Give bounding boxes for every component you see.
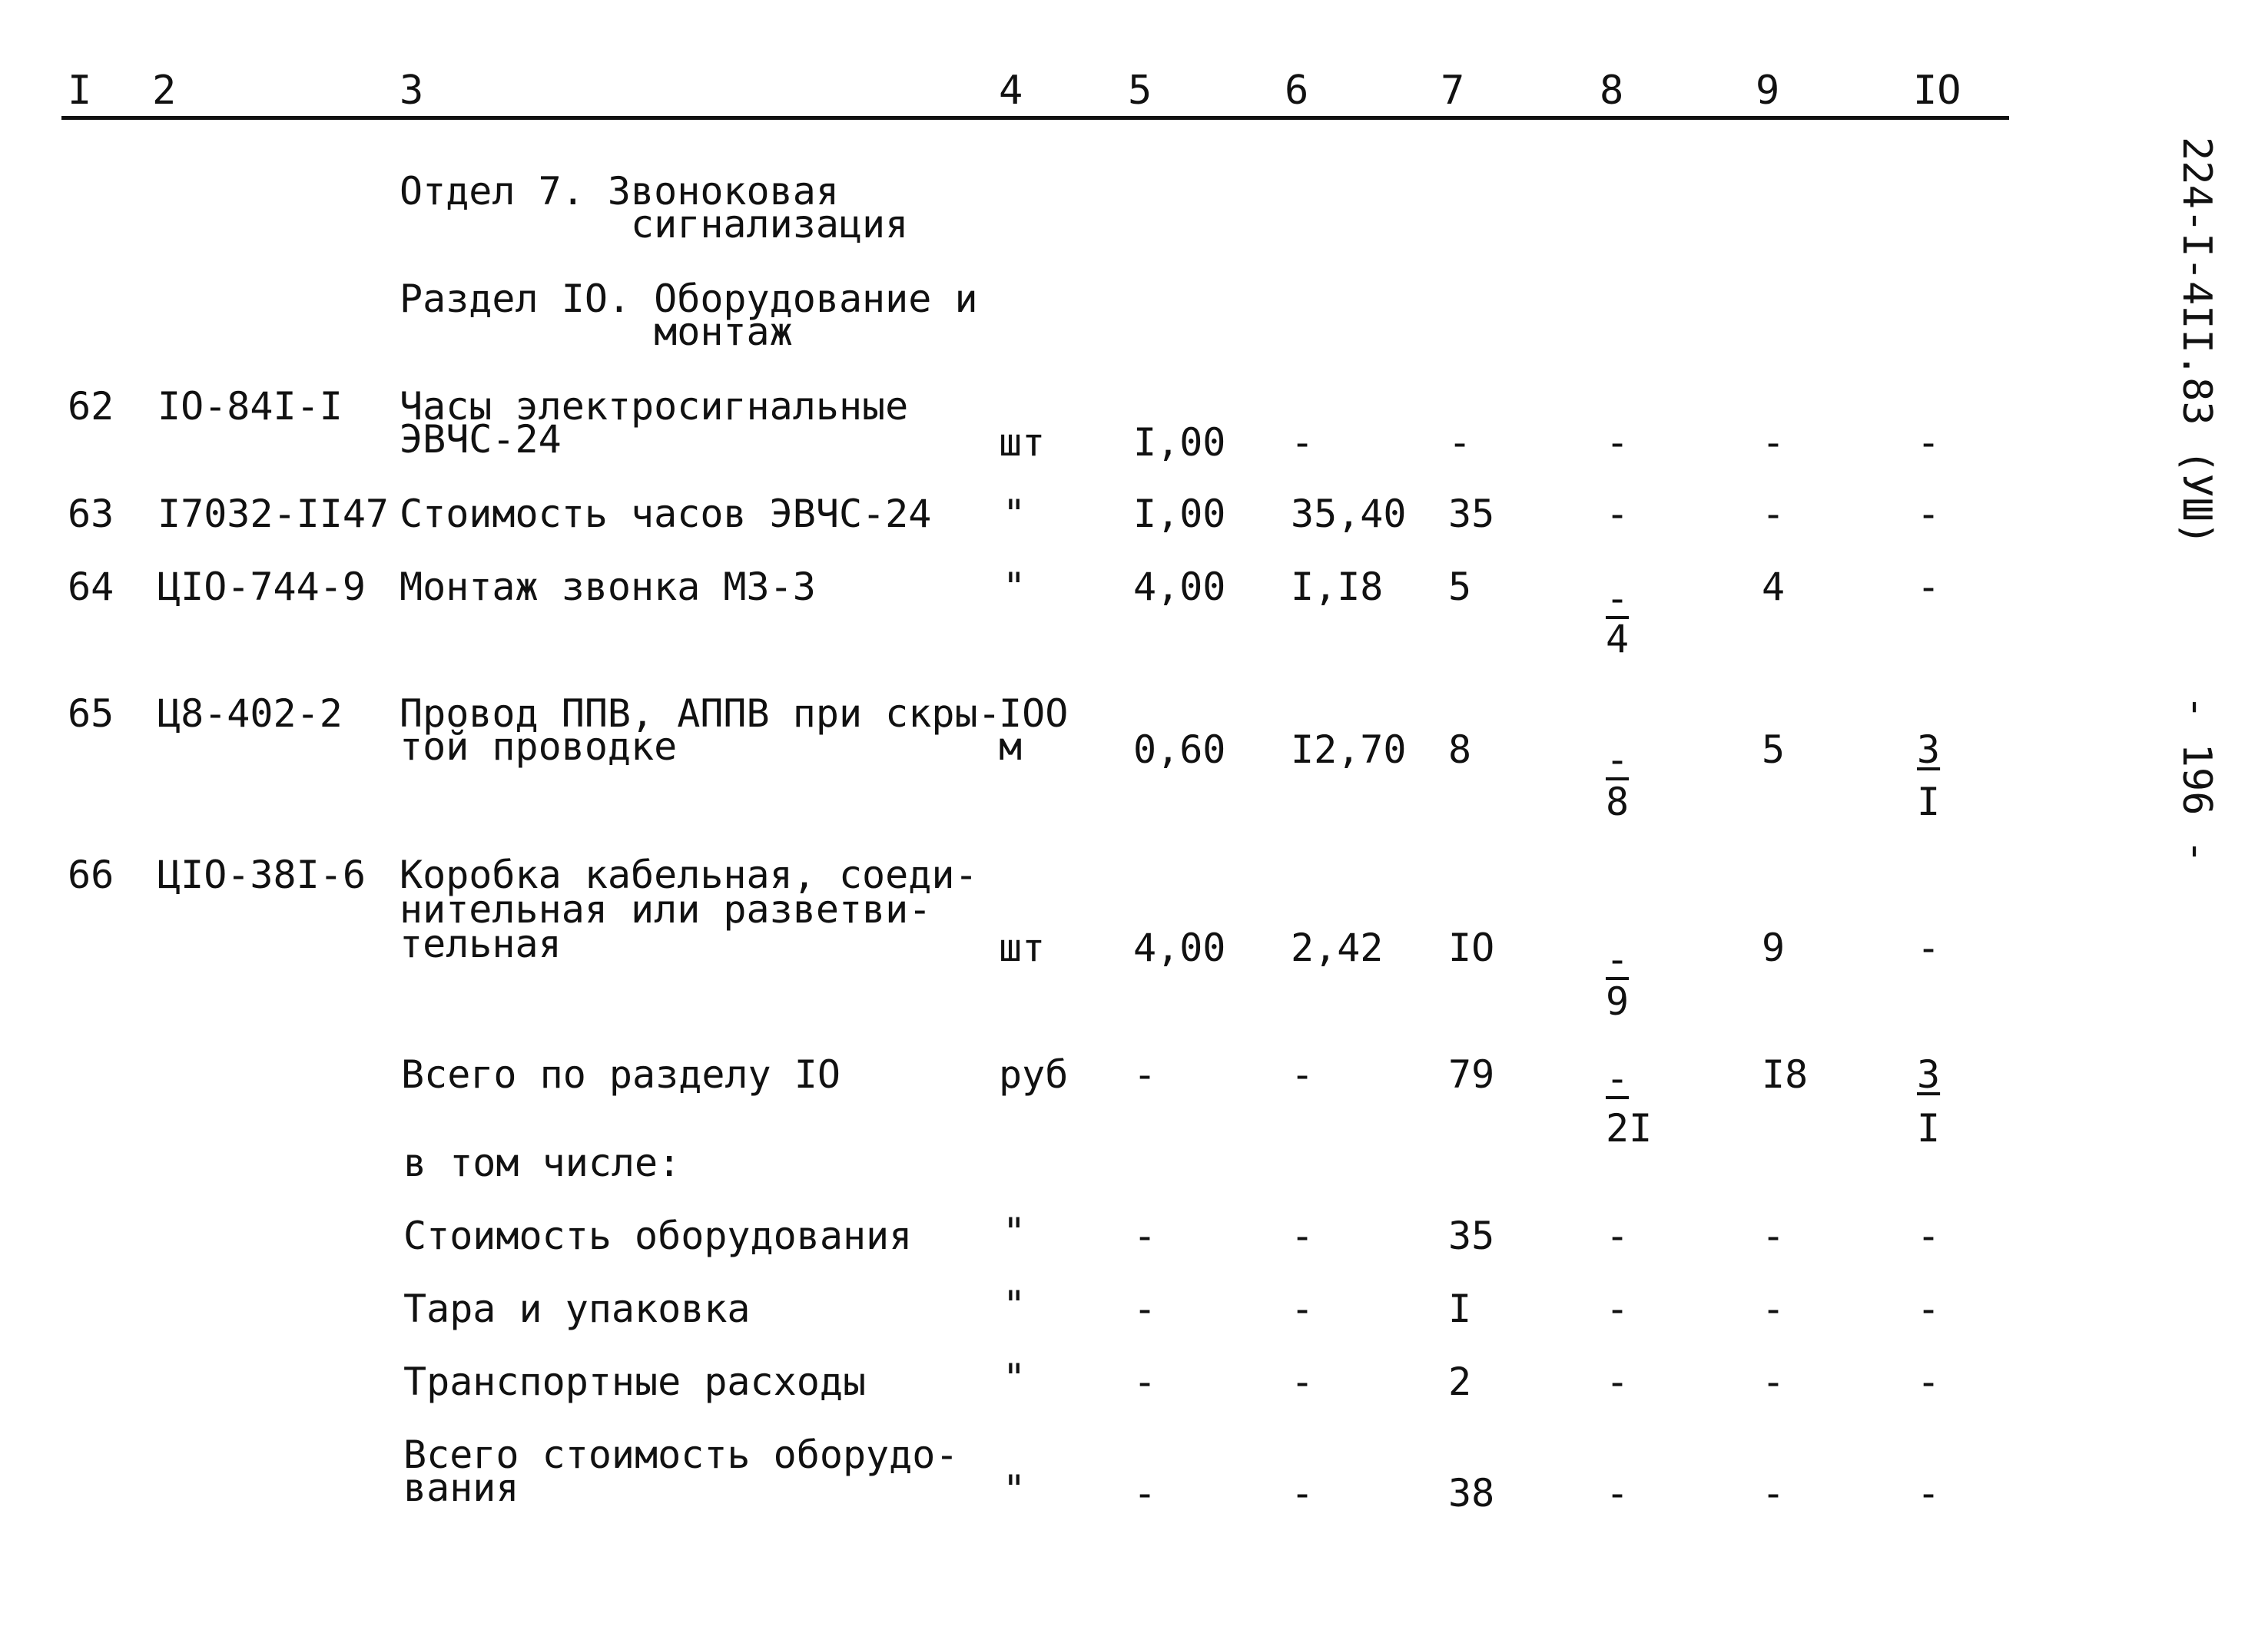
col-header-7: 7 — [1441, 68, 1465, 114]
unit-price: 35,40 — [1291, 492, 1407, 536]
col8-value: - — [1606, 1471, 1630, 1515]
total-cost: - — [1448, 420, 1472, 465]
total-cost: 38 — [1448, 1471, 1495, 1515]
item-name-line-1: Провод ППВ, АППВ при скры- — [400, 691, 1001, 736]
col9-value: 9 — [1762, 926, 1786, 970]
col9-value: - — [1762, 1360, 1786, 1404]
col-header-3: 3 — [400, 68, 424, 114]
razdel-heading-line-2: монтаж — [400, 310, 793, 354]
col9-value: - — [1762, 1287, 1786, 1331]
col9-value: - — [1762, 492, 1786, 536]
item-name-line-1: Монтаж звонка МЗ-3 — [400, 565, 816, 609]
unit: шт — [999, 926, 1046, 970]
unit-price: - — [1291, 420, 1315, 465]
rate-code: ЦIO-38I-6 — [158, 853, 366, 897]
breakdown-label: Тара и упаковка — [403, 1287, 751, 1331]
unit-price: 2,42 — [1291, 926, 1384, 970]
col10-value: - — [1917, 926, 1941, 970]
unit: " — [1003, 1210, 1026, 1254]
col8-value: - — [1606, 492, 1630, 536]
quantity: - — [1133, 1214, 1157, 1258]
quantity: - — [1133, 1471, 1157, 1515]
unit-price: I2,70 — [1291, 727, 1407, 772]
including-label: в том числе: — [403, 1141, 681, 1185]
col8-denominator: 2I — [1606, 1106, 1653, 1151]
col-header-10: IO — [1913, 68, 1961, 114]
total-cost: 8 — [1448, 727, 1472, 772]
unit: руб — [999, 1052, 1069, 1097]
col-header-1: I — [68, 68, 92, 114]
unit: " — [1003, 492, 1026, 536]
unit: шт — [999, 420, 1046, 465]
total-cost: I — [1448, 1287, 1472, 1331]
unit: " — [1003, 1356, 1026, 1400]
col8-numerator: - — [1606, 937, 1630, 982]
quantity: 0,60 — [1133, 727, 1226, 772]
col10-numerator: 3 — [1917, 727, 1941, 772]
col8-value: - — [1606, 1360, 1630, 1404]
col-header-9: 9 — [1756, 68, 1780, 114]
row-number: 63 — [68, 492, 114, 536]
total-cost: 5 — [1448, 565, 1472, 609]
row-number: 66 — [68, 853, 114, 897]
unit: " — [1003, 565, 1026, 609]
rate-code: IO-84I-I — [158, 384, 343, 429]
row-number: 65 — [68, 691, 114, 736]
col9-value: I8 — [1762, 1052, 1809, 1097]
item-name-line-1: Часы электросигнальные — [400, 384, 909, 429]
quantity: - — [1133, 1360, 1157, 1404]
row-number: 62 — [68, 384, 114, 429]
total-cost: 79 — [1448, 1052, 1495, 1097]
unit-price: - — [1291, 1214, 1315, 1258]
col8-numerator: - — [1606, 1056, 1630, 1101]
col8-value: - — [1606, 1287, 1630, 1331]
col8-value: - — [1606, 1214, 1630, 1258]
rate-code: ЦIO-744-9 — [158, 565, 366, 609]
col8-denominator: 8 — [1606, 780, 1630, 824]
document-code: 224-I-4II.83 (УШ) — [2174, 137, 2220, 546]
unit-line-2: м — [999, 724, 1023, 769]
unit-price: I,I8 — [1291, 565, 1384, 609]
breakdown-label-line-2: вания — [403, 1466, 519, 1510]
quantity: 4,00 — [1133, 926, 1226, 970]
col8-denominator: 9 — [1606, 979, 1630, 1024]
col9-value: - — [1762, 1214, 1786, 1258]
col10-value: - — [1917, 1214, 1941, 1258]
col-header-2: 2 — [152, 68, 177, 114]
item-name-line-3: тельная — [400, 922, 562, 966]
quantity: I,00 — [1133, 492, 1226, 536]
col9-value: - — [1762, 420, 1786, 465]
total-cost: 35 — [1448, 492, 1495, 536]
total-cost: 2 — [1448, 1360, 1472, 1404]
col9-value: - — [1762, 1471, 1786, 1515]
item-name-line-1: Коробка кабельная, соеди- — [400, 853, 978, 897]
col8-denominator: 4 — [1606, 617, 1630, 661]
rate-code: Ц8-402-2 — [158, 691, 343, 736]
col10-numerator: 3 — [1917, 1052, 1941, 1097]
col9-value: 4 — [1762, 565, 1786, 609]
col8-value: - — [1606, 420, 1630, 465]
item-name-line-2: ЭВЧС-24 — [400, 417, 562, 462]
col10-value: - — [1917, 1360, 1941, 1404]
col10-value: - — [1917, 1471, 1941, 1515]
quantity: I,00 — [1133, 420, 1226, 465]
col10-denominator: I — [1917, 780, 1941, 824]
col10-value: - — [1917, 492, 1941, 536]
unit-price: - — [1291, 1360, 1315, 1404]
col10-denominator: I — [1917, 1106, 1941, 1151]
col8-numerator: - — [1606, 576, 1630, 621]
unit: " — [1003, 1283, 1026, 1327]
col10-value: - — [1917, 1287, 1941, 1331]
page-number: - 196 - — [2174, 695, 2220, 864]
total-cost: IO — [1448, 926, 1495, 970]
quantity: - — [1133, 1287, 1157, 1331]
unit-price: - — [1291, 1052, 1315, 1097]
unit: " — [1003, 1467, 1026, 1512]
razdel-heading-line-1: Раздел IO. Оборудование и — [400, 277, 978, 321]
total-cost: 35 — [1448, 1214, 1495, 1258]
breakdown-label-line-1: Всего стоимость оборудо- — [403, 1433, 959, 1477]
col10-value: - — [1917, 565, 1941, 609]
item-name-line-2: той проводке — [400, 724, 678, 769]
otdel-heading-line-2: сигнализация — [400, 202, 909, 247]
item-name-line-2: нительная или разветви- — [400, 887, 932, 932]
rate-code: I7032-II47 — [158, 492, 390, 536]
col9-value: 5 — [1762, 727, 1786, 772]
quantity: 4,00 — [1133, 565, 1226, 609]
row-number: 64 — [68, 565, 114, 609]
col-header-8: 8 — [1600, 68, 1624, 114]
unit-price: - — [1291, 1287, 1315, 1331]
unit-price: - — [1291, 1471, 1315, 1515]
quantity: - — [1133, 1052, 1157, 1097]
breakdown-label: Стоимость оборудования — [403, 1214, 913, 1258]
item-name-line-1: Стоимость часов ЭВЧС-24 — [400, 492, 932, 536]
otdel-heading-line-1: Отдел 7. Звоноковая — [400, 169, 839, 214]
col-header-4: 4 — [999, 68, 1023, 114]
col-header-6: 6 — [1285, 68, 1309, 114]
col10-value: - — [1917, 420, 1941, 465]
header-rule — [61, 116, 2009, 120]
unit: IOO — [999, 691, 1069, 736]
col-header-5: 5 — [1128, 68, 1152, 114]
total-label: Всего по разделу IO — [401, 1052, 841, 1097]
col8-numerator: - — [1606, 737, 1630, 782]
breakdown-label: Транспортные расходы — [403, 1360, 867, 1404]
